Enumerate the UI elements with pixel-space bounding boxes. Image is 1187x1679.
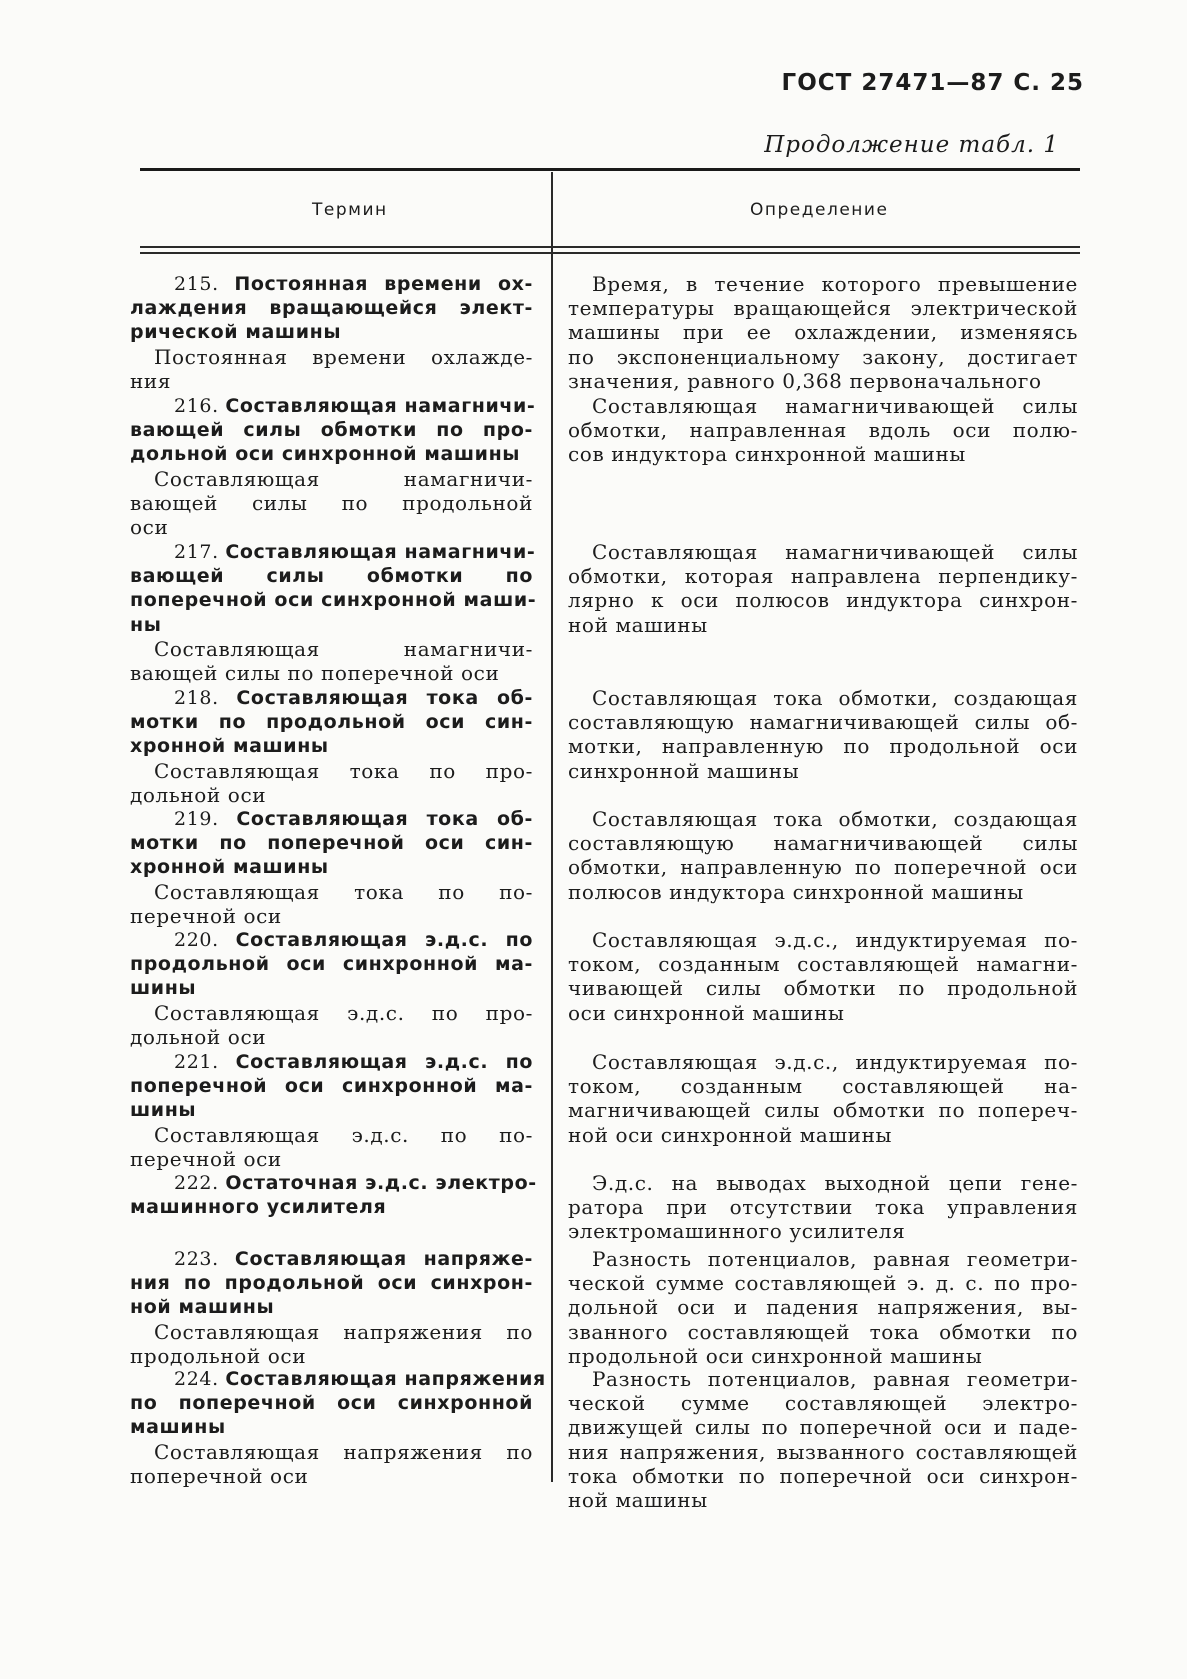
term-name-line: вающей силы обмотки по про-: [130, 419, 533, 442]
definition-line: магничивающей силы обмотки по попереч-: [568, 1098, 1078, 1123]
term-name-text: Составляющая напряжения: [225, 1368, 546, 1390]
table-top-rule: [140, 168, 1080, 171]
definition-line: Составляющая намагничивающей силы: [592, 540, 1078, 564]
term-name-line: ния по продольной оси синхрон-: [130, 1272, 533, 1295]
term-name-text: Составляющая э.д.с. по: [235, 1051, 533, 1073]
definition-line: ческой сумме составляющей э. д. с. по про-: [568, 1271, 1078, 1296]
column-header-term: Термин: [312, 200, 388, 220]
term-short-form-line: Составляющая напряжения по: [154, 1439, 533, 1464]
term-short-form-line: Составляющая э.д.с. по про-: [154, 1000, 533, 1025]
term-entry: [130, 807, 533, 928]
definition-line: ния напряжения, вызванного составляющей: [568, 1439, 1078, 1464]
term-name-text: Составляющая намагничи-: [225, 395, 536, 417]
term-name-line: вающей силы обмотки по: [130, 565, 533, 588]
definition-entry: [568, 1050, 1078, 1147]
term-name-line: [130, 1050, 533, 1074]
definition-line: тока обмотки по поперечной оси синхрон-: [568, 1463, 1078, 1488]
definition-line: движущей силы по поперечной оси и паде-: [568, 1415, 1078, 1440]
term-name-line: мотки по поперечной оси син-: [130, 832, 533, 855]
definition-line: Составляющая э.д.с., индуктируемая по-: [592, 1050, 1078, 1074]
term-name-text: Постоянная времени ох-: [234, 273, 533, 295]
term-short-form-line: перечной оси: [130, 903, 282, 928]
term-name-line: лаждения вращающейся элект-: [130, 297, 533, 320]
term-number: 217.: [174, 541, 226, 563]
term-name-line: ной машины: [130, 1296, 275, 1319]
definition-line: ческой сумме составляющей электро-: [568, 1391, 1078, 1416]
term-name-line: [130, 1247, 533, 1271]
term-entry: [130, 1171, 537, 1219]
term-name-line: хронной машины: [130, 856, 329, 879]
term-number: 218.: [174, 687, 237, 709]
term-entry: [130, 272, 533, 393]
definition-line: Составляющая тока обмотки, создающая: [592, 807, 1078, 831]
term-name-text: Составляющая напряже-: [234, 1248, 533, 1270]
page-header: ГОСТ 27471—87 С. 25: [781, 70, 1084, 96]
definition-line: синхронной машины: [568, 758, 800, 783]
term-number: 222.: [174, 1172, 226, 1194]
term-name-text: Составляющая тока об-: [236, 808, 533, 830]
term-short-form-line: продольной оси: [130, 1343, 307, 1368]
definition-line: составляющую намагничивающей силы: [568, 831, 1078, 856]
term-short-form-line: перечной оси: [130, 1146, 282, 1171]
term-name-line: дольной оси синхронной машины: [130, 443, 521, 466]
term-entry: [130, 1050, 533, 1171]
definition-line: Составляющая тока обмотки, создающая: [592, 686, 1078, 710]
definition-line: обмотки, направленную по поперечной оси: [568, 855, 1078, 880]
definition-line: током, созданным составляющей намагни-: [568, 952, 1078, 977]
term-name-line: поперечной оси синхронной ма-: [130, 1075, 533, 1098]
definition-line: обмотки, направленная вдоль оси полю-: [568, 418, 1078, 443]
term-short-form-line: Постоянная времени охлажде-: [154, 344, 533, 369]
definition-line: обмотки, которая направлена перпендику-: [568, 564, 1078, 589]
term-entry: [130, 394, 536, 539]
column-divider: [551, 172, 553, 1482]
header-rule: [140, 246, 1080, 248]
definition-line: Э.д.с. на выводах выходной цепи гене-: [592, 1171, 1078, 1195]
term-number: 224.: [174, 1368, 226, 1390]
definition-entry: [568, 686, 1078, 783]
term-entry: [130, 540, 537, 685]
definition-line: полюсов индуктора синхронной машины: [568, 879, 1024, 904]
term-name-line: шины: [130, 1099, 197, 1122]
term-entry: [130, 1367, 546, 1488]
definition-line: Разность потенциалов, равная геометри-: [592, 1247, 1078, 1271]
definition-line: лярно к оси полюсов индуктора синхрон-: [568, 588, 1078, 613]
term-short-form-line: Составляющая намагничи-: [154, 466, 533, 491]
definition-entry: [568, 394, 1078, 467]
term-short-form-line: поперечной оси: [130, 1463, 309, 1488]
term-name-line: [130, 1171, 537, 1195]
term-name-text: Остаточная э.д.с. электро-: [225, 1172, 537, 1194]
term-short-form-line: Составляющая напряжения по: [154, 1319, 533, 1344]
term-short-form-line: дольной оси: [130, 782, 267, 807]
definition-line: Разность потенциалов, равная геометри-: [592, 1367, 1078, 1391]
definition-entry: [568, 1171, 1078, 1244]
definition-line: ной машины: [568, 1487, 708, 1512]
definition-entry: [568, 1247, 1078, 1368]
term-short-form-line: оси: [130, 514, 169, 539]
definition-line: дольной оси и падения напряжения, вы-: [568, 1295, 1078, 1320]
definition-line: продольной оси синхронной машины: [568, 1343, 983, 1368]
term-short-form-line: Составляющая намагничи-: [154, 636, 533, 661]
definition-line: машины при ее охлаждении, изменяясь: [568, 320, 1078, 345]
term-name-line: [130, 1367, 546, 1391]
definition-entry: [568, 540, 1078, 637]
term-name-line: [130, 928, 533, 952]
term-number: 223.: [174, 1248, 235, 1270]
definition-line: ной машины: [568, 612, 708, 637]
term-name-line: шины: [130, 977, 197, 1000]
term-name-line: [130, 272, 533, 296]
term-name-line: машины: [130, 1416, 226, 1439]
definition-line: ратора при отсутствии тока управления: [568, 1195, 1078, 1220]
term-number: 219.: [174, 808, 237, 830]
term-name-line: ны: [130, 613, 162, 636]
definition-line: по экспоненциальному закону, достигает: [568, 344, 1078, 369]
term-name-line: [130, 807, 533, 831]
definition-entry: [568, 272, 1078, 393]
term-name-text: Составляющая тока об-: [236, 687, 533, 709]
term-number: 220.: [174, 929, 236, 951]
definition-entry: [568, 807, 1078, 904]
term-short-form-line: Составляющая э.д.с. по по-: [154, 1122, 533, 1147]
term-entry: [130, 686, 533, 807]
term-name-line: рической машины: [130, 321, 342, 344]
definition-line: Составляющая намагничивающей силы: [592, 394, 1078, 418]
term-name-line: мотки по продольной оси син-: [130, 711, 533, 734]
term-short-form-line: дольной оси: [130, 1024, 267, 1049]
term-name-line: [130, 686, 533, 710]
table-continuation-label: Продолжение табл. 1: [764, 132, 1059, 158]
definition-line: составляющую намагничивающей силы об-: [568, 710, 1078, 735]
term-name-line: [130, 394, 536, 418]
term-short-form-line: Составляющая тока по про-: [154, 758, 533, 783]
definition-line: электромашинного усилителя: [568, 1219, 906, 1244]
definition-line: званного составляющей тока обмотки по: [568, 1319, 1078, 1344]
term-number: 216.: [174, 395, 226, 417]
definition-entry: [568, 928, 1078, 1025]
term-short-form-line: вающей силы по поперечной оси: [130, 660, 500, 685]
definition-line: током, созданным составляющей на-: [568, 1074, 1078, 1099]
term-name-line: хронной машины: [130, 735, 329, 758]
term-name-text: Составляющая намагничи-: [225, 541, 536, 563]
term-entry: [130, 1247, 533, 1368]
term-name-line: машинного усилителя: [130, 1196, 387, 1219]
definition-line: мотки, направленную по продольной оси: [568, 734, 1078, 759]
definition-line: оси синхронной машины: [568, 1000, 845, 1025]
header-rule: [140, 252, 1080, 254]
term-name-text: Составляющая э.д.с. по: [235, 929, 533, 951]
term-name-line: продольной оси синхронной ма-: [130, 953, 533, 976]
term-number: 215.: [174, 273, 235, 295]
term-name-line: поперечной оси синхронной маши-: [130, 589, 537, 612]
term-name-line: по поперечной оси синхронной: [130, 1392, 533, 1415]
term-short-form-line: ния: [130, 368, 172, 393]
definition-line: Составляющая э.д.с., индуктируемая по-: [592, 928, 1078, 952]
term-number: 221.: [174, 1051, 236, 1073]
definition-line: Время, в течение которого превышение: [592, 272, 1078, 296]
definition-line: значения, равного 0,368 первоначального: [568, 368, 1042, 393]
definition-line: чивающей силы обмотки по продольной: [568, 976, 1078, 1001]
column-header-definition: Определение: [750, 200, 889, 220]
term-entry: [130, 928, 533, 1049]
term-short-form-line: Составляющая тока по по-: [154, 879, 533, 904]
definition-entry: [568, 1367, 1078, 1512]
term-name-line: [130, 540, 536, 564]
term-short-form-line: вающей силы по продольной: [130, 490, 533, 515]
definition-line: температуры вращающейся электрической: [568, 296, 1078, 321]
definition-line: сов индуктора синхронной машины: [568, 442, 966, 467]
definition-line: ной оси синхронной машины: [568, 1122, 893, 1147]
